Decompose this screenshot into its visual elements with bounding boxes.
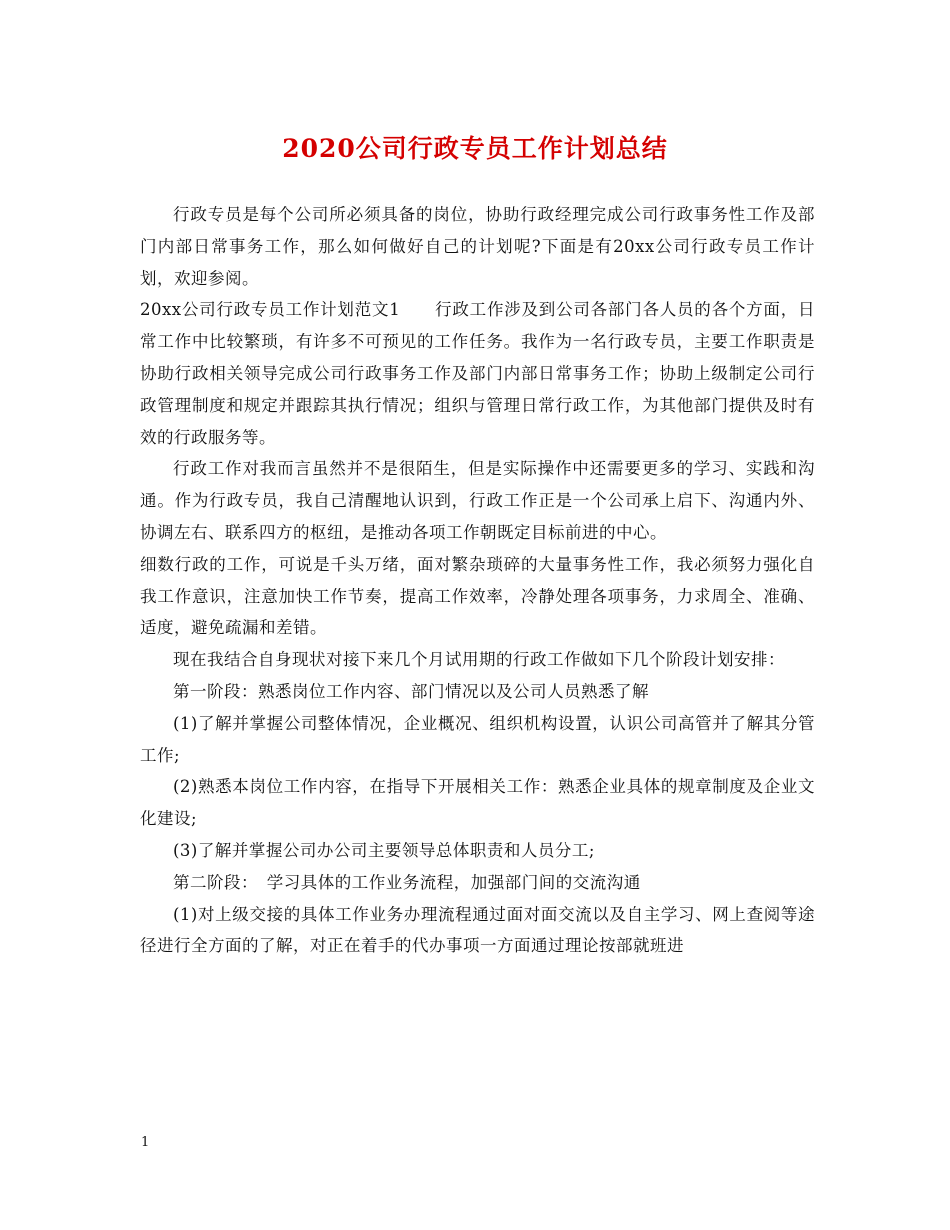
paragraph-sample-1: 20xx公司行政专员工作计划范文1 行政工作涉及到公司各部门各人员的各个方面，日常工作中比较繁琐，有许多不可预见的工作任务。我作为一名行政专员，主要工作职责是协助行政相关领导完成公司行政事务工作及部门内部日常事务工作；协助上级制定公司行政管理制度和规定并跟踪其执行情况；组织与管理日常行政工作，为其他部门提供及时有效的行政服务等。: [140, 300, 815, 447]
paragraph-stage-2-heading: 第二阶段： 学习具体的工作业务流程，加强部门间的交流沟通: [173, 872, 641, 892]
document-body: [140, 199, 815, 962]
paragraph-understanding: 行政工作对我而言虽然并不是很陌生，但是实际操作中还需要更多的学习、实践和沟通。作为行政专员，我自己清醒地认识到，行政工作正是一个公司承上启下、沟通内外、协调左右、联系四方的枢纽，是推动各项工作朝既定目标前进的中心。: [140, 459, 815, 542]
document-title: 2020公司行政专员工作计划总结: [282, 134, 668, 163]
paragraph-stage-1-heading: 第一阶段：熟悉岗位工作内容、部门情况以及公司人员熟悉了解: [173, 681, 649, 701]
paragraph-intro: 行政专员是每个公司所必须具备的岗位，协助行政经理完成公司行政事务性工作及部门内部日常事务工作，那么如何做好自己的计划呢?下面是有20xx公司行政专员工作计划，欢迎参阅。: [140, 205, 815, 288]
page-number: 1: [141, 1135, 150, 1150]
paragraph-stage-1-item-2: (2)熟悉本岗位工作内容，在指导下开展相关工作：熟悉企业具体的规章制度及企业文化建设;: [140, 777, 815, 829]
paragraph-plan-intro: 现在我结合自身现状对接下来几个月试用期的行政工作做如下几个阶段计划安排：: [173, 650, 785, 670]
paragraph-stage-1-item-1: (1)了解并掌握公司整体情况，企业概况、组织机构设置，认识公司高管并了解其分管工作;: [140, 713, 815, 765]
paragraph-stage-1-item-3: (3)了解并掌握公司办公司主要领导总体职责和人员分工;: [173, 840, 595, 860]
paragraph-details: 细数行政的工作，可说是千头万绪，面对繁杂琐碎的大量事务性工作，我必须努力强化自我工作意识，注意加快工作节奏，提高工作效率，冷静处理各项事务，力求周全、准确、适度，避免疏漏和差错。: [140, 554, 815, 638]
paragraph-stage-2-item-1: (1)对上级交接的具体工作业务办理流程通过面对面交流以及自主学习、网上查阅等途径进行全方面的了解，对正在着手的代办事项一方面通过理论按部就班进: [140, 904, 815, 956]
